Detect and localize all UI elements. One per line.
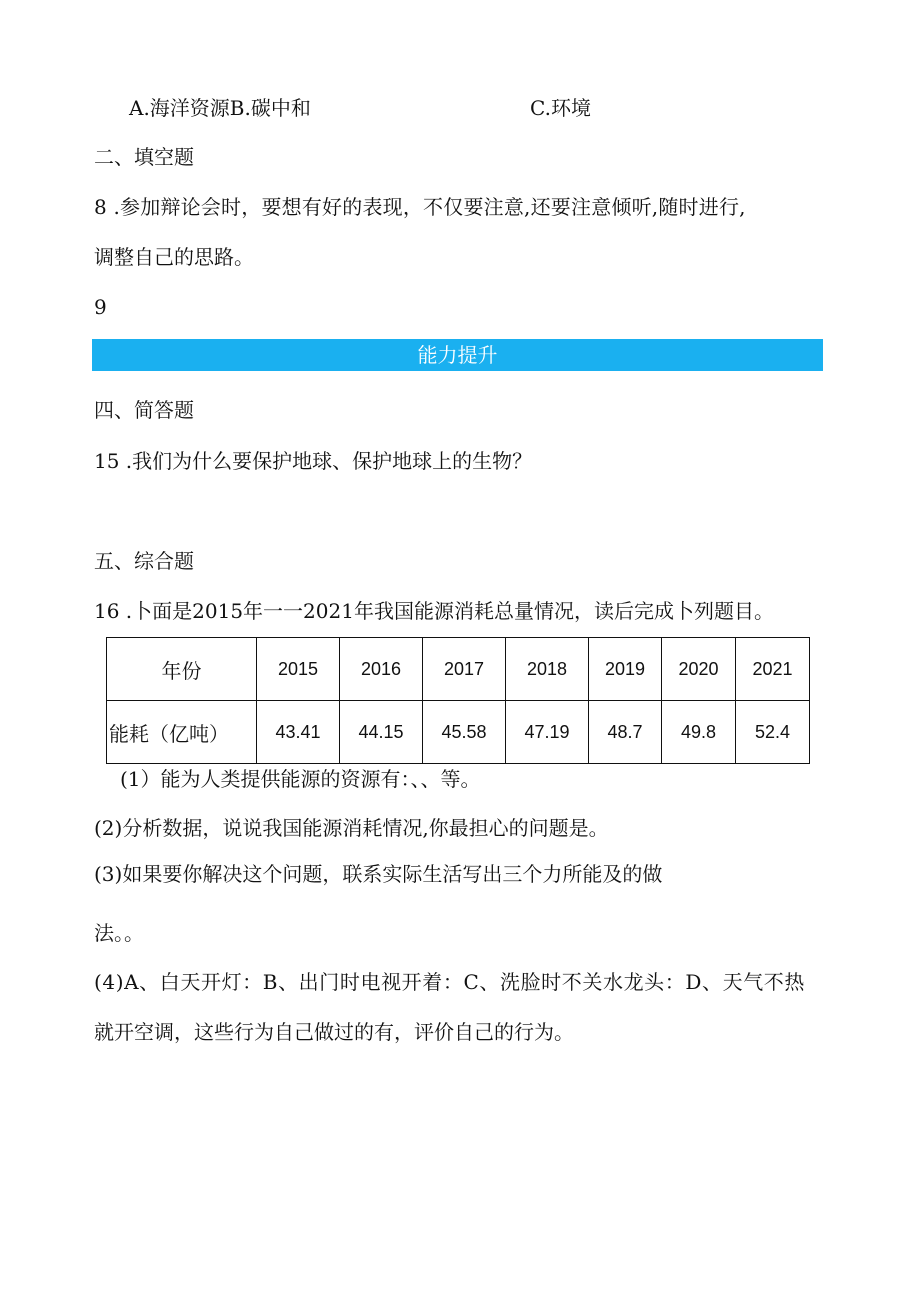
- question-8-line-1: 8 .参加辩论会时，要想有好的表现，不仅要注意,还要注意倾听,随时进行,: [94, 195, 746, 219]
- question-15: 15 .我们为什么要保护地球、保护地球上的生物？: [94, 449, 533, 473]
- subquestion-3-line-2: 法。。: [94, 921, 144, 945]
- section-title-fill-blank: 二、填空题: [94, 145, 194, 169]
- table-year: 2016: [340, 638, 423, 701]
- table-value: 52.4: [736, 701, 810, 764]
- ability-banner: 能力提升: [92, 339, 823, 371]
- energy-table: [106, 637, 810, 764]
- table-value: 45.58: [423, 701, 506, 764]
- table-year: 2018: [506, 638, 589, 701]
- subquestion-4-line-1: (4)A、白天开灯：B、出门时电视开着：C、洗脸时不关水龙头：D、天气不热: [94, 970, 806, 994]
- question-16-intro: 16 .卜面是2015年一一2021年我国能源消耗总量情况，读后完成卜列题目。: [94, 599, 774, 623]
- table-value: 49.8: [662, 701, 736, 764]
- subquestion-1: (1）能为人类提供能源的资源有：、、等。: [120, 767, 481, 791]
- table-row: [107, 638, 810, 701]
- table-value: 47.19: [506, 701, 589, 764]
- table-year: 2017: [423, 638, 506, 701]
- option-ab: A.海洋资源B.碳中和: [129, 96, 311, 120]
- table-year: 2015: [257, 638, 340, 701]
- table-year: 2019: [589, 638, 662, 701]
- table-value: 44.15: [340, 701, 423, 764]
- subquestion-3-line-1: (3)如果要你解决这个问题，联系实际生活写出三个力所能及的做: [94, 862, 663, 886]
- subquestion-2: (2)分析数据，说说我国能源消耗情况,你最担心的问题是。: [94, 816, 609, 840]
- question-9-number: 9: [94, 295, 107, 319]
- section-title-short-answer: 四、简答题: [94, 398, 194, 422]
- table-row: [107, 701, 810, 764]
- table-row-label: 能耗（亿吨）: [107, 701, 257, 764]
- subquestion-4-line-2: 就开空调，这些行为自己做过的有，评价自己的行为。: [94, 1020, 574, 1044]
- table-value: 43.41: [257, 701, 340, 764]
- question-8-line-2: 调整自己的思路。: [94, 245, 254, 269]
- table-year: 2020: [662, 638, 736, 701]
- option-c: C.环境: [530, 96, 591, 120]
- table-header-label: 年份: [107, 638, 257, 701]
- table-year: 2021: [736, 638, 810, 701]
- section-title-comprehensive: 五、综合题: [94, 549, 194, 573]
- table-value: 48.7: [589, 701, 662, 764]
